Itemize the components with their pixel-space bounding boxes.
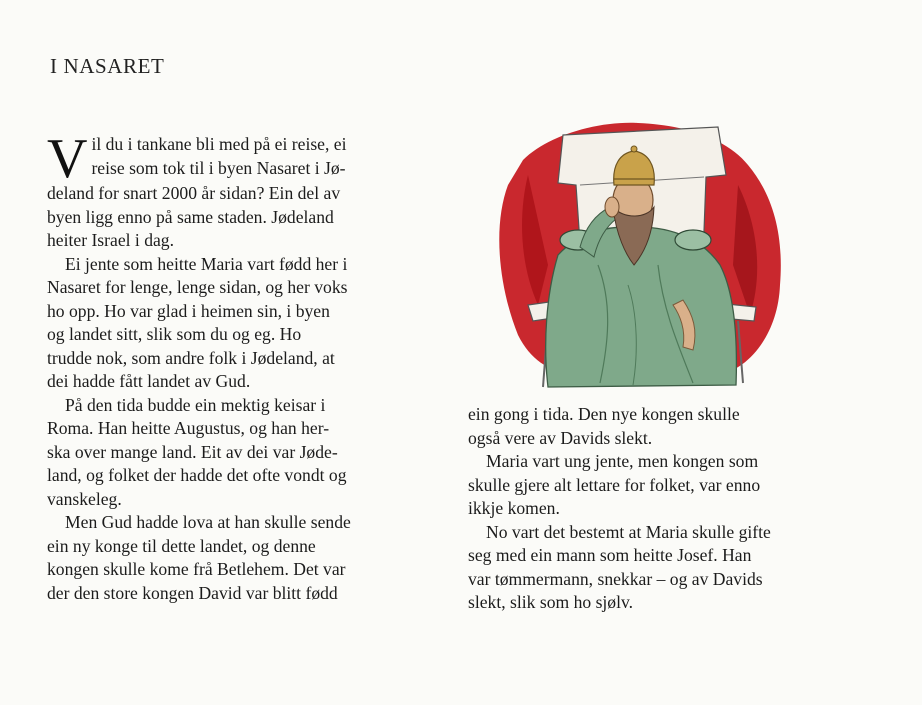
- king-illustration: [488, 115, 788, 395]
- text-line: deland for snart 2000 år sidan? Ein del av: [47, 183, 341, 203]
- text-line: skulle gjere alt lettare for folket, var enno: [468, 474, 761, 495]
- text-line: ein gong i tida. Den nye kongen skulle: [468, 404, 740, 424]
- chapter-title: I NASARET: [50, 54, 165, 78]
- text-line: og landet sitt, slik som du og eg. Ho: [47, 324, 302, 344]
- text-line: Ei jente som heitte Maria vart fødd her i: [65, 253, 348, 274]
- text-line: Maria vart ung jente, men kongen som: [486, 451, 759, 471]
- text-line: ikkje komen.: [468, 498, 560, 518]
- text-line: Nasaret for lenge, lenge sidan, og her voks: [47, 277, 348, 297]
- text-line: land, og folket der hadde det ofte vondt og: [47, 465, 347, 485]
- text-line: Men Gud hadde lova at han skulle sende: [65, 512, 351, 532]
- text-line: var tømmermann, snekkar – og av Davids: [468, 568, 763, 589]
- text-line: På den tida budde ein mektig keisar i: [65, 394, 326, 415]
- text-line: reise som tok til i byen Nasaret i Jø-: [91, 157, 346, 178]
- text-line: der den store kongen David var blitt fødd: [47, 582, 338, 603]
- text-line: også vere av Davids slekt.: [468, 427, 653, 448]
- text-line: ho opp. Ho var glad i heimen sin, i byen: [47, 300, 330, 321]
- text-line: heiter Israel i dag.: [47, 230, 175, 250]
- text-line: ein ny konge til dette landet, og denne: [47, 535, 316, 556]
- text-line: Roma. Han heitte Augustus, og han her-: [47, 418, 330, 438]
- text-line: il du i tankane bli med på ei reise, ei: [91, 134, 347, 154]
- text-line: byen ligg enno på same staden. Jødeland: [47, 206, 334, 227]
- text-line: dei hadde fått landet av Gud.: [47, 371, 251, 391]
- text-line: No vart det bestemt at Maria skulle gifte: [486, 521, 771, 542]
- text-line: seg med ein mann som heitte Josef. Han: [468, 545, 752, 565]
- text-line: vanskeleg.: [47, 488, 122, 509]
- right-text-column: [468, 403, 771, 615]
- text-line: ska over mange land. Eit av dei var Jøde-: [47, 441, 338, 462]
- text-line: slekt, slik som ho sjølv.: [468, 592, 634, 612]
- text-line: trudde nok, som andre folk i Jødeland, at: [47, 347, 335, 368]
- text-line: kongen skulle kome frå Betlehem. Det var: [47, 559, 346, 579]
- left-text-column: [47, 128, 351, 605]
- drop-cap: V: [47, 128, 88, 190]
